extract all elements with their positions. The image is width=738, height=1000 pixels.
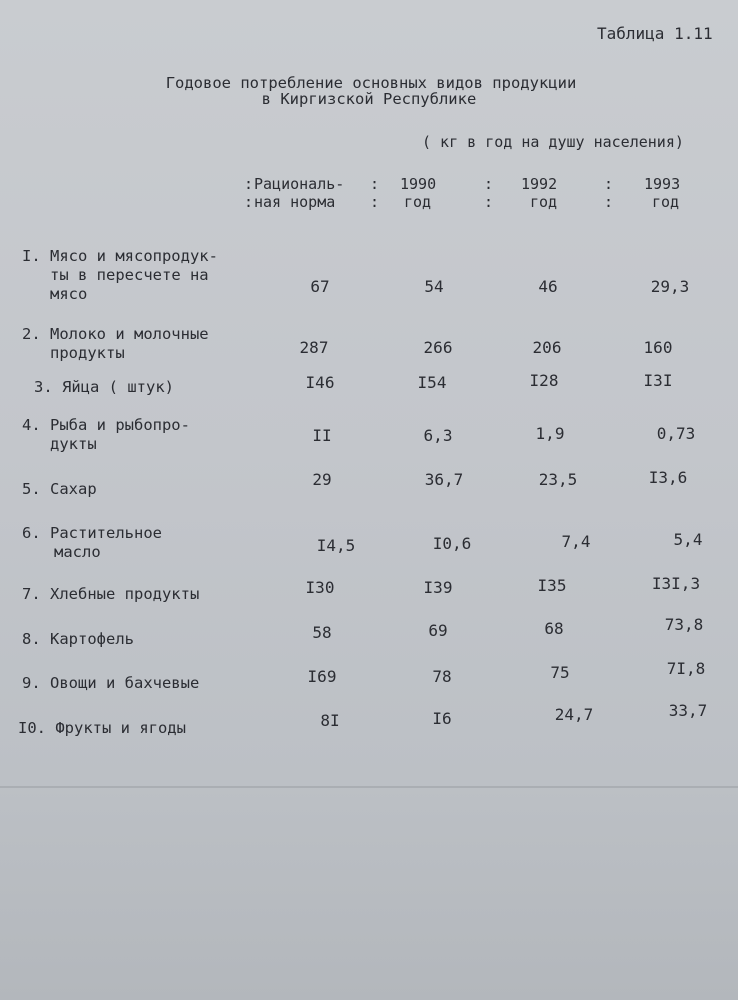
row-label: 9. Овощи и бахчевые bbox=[22, 674, 200, 692]
row-label: 7. Хлебные продукты bbox=[22, 585, 200, 603]
row-label: дукты bbox=[50, 435, 97, 453]
header-separator: : bbox=[370, 175, 380, 193]
cell-value: 206 bbox=[532, 338, 562, 357]
header-separator: : bbox=[370, 193, 380, 211]
col-header-1992-line1: 1992 bbox=[521, 175, 558, 193]
row-label: продукты bbox=[50, 344, 125, 362]
header-separator: : bbox=[244, 175, 254, 193]
cell-value: I69 bbox=[307, 667, 337, 686]
cell-value: I0,6 bbox=[432, 534, 472, 553]
cell-value: I54 bbox=[417, 373, 447, 392]
col-header-1993-line2: год bbox=[652, 193, 680, 211]
row-label: 5. Сахар bbox=[22, 480, 97, 498]
cell-value: 266 bbox=[423, 338, 453, 357]
row-label: 6. Растительное bbox=[22, 524, 162, 542]
cell-value: 1,9 bbox=[535, 424, 565, 443]
cell-value: I46 bbox=[305, 373, 335, 392]
cell-value: 6,3 bbox=[423, 426, 453, 445]
cell-value: 36,7 bbox=[424, 470, 464, 489]
row-label: 3. Яйца ( штук) bbox=[34, 378, 174, 396]
row-label: I. Мясо и мясопродук- bbox=[22, 247, 218, 265]
cell-value: 54 bbox=[424, 277, 444, 296]
cell-value: 8I bbox=[320, 711, 340, 730]
cell-value: 33,7 bbox=[668, 701, 708, 720]
cell-value: 29 bbox=[312, 470, 332, 489]
cell-value: 78 bbox=[432, 667, 452, 686]
cell-value: I3I bbox=[643, 371, 673, 390]
cell-value: 46 bbox=[538, 277, 558, 296]
col-header-1990-line2: год bbox=[404, 193, 432, 211]
page-fold-line bbox=[0, 786, 738, 788]
table-title-line2: в Киргизской Республике bbox=[261, 90, 477, 108]
row-label: масло bbox=[54, 543, 101, 561]
cell-value: 58 bbox=[312, 623, 332, 642]
cell-value: I3,6 bbox=[648, 468, 688, 487]
units-note: ( кг в год на душу населения) bbox=[422, 133, 684, 151]
row-label: I0. Фрукты и ягоды bbox=[18, 719, 186, 737]
header-separator: : bbox=[604, 193, 614, 211]
cell-value: 23,5 bbox=[538, 470, 578, 489]
cell-value: I6 bbox=[432, 709, 452, 728]
cell-value: 287 bbox=[299, 338, 329, 357]
cell-value: I28 bbox=[529, 371, 559, 390]
cell-value: 73,8 bbox=[664, 615, 704, 634]
cell-value: 29,3 bbox=[650, 277, 690, 296]
cell-value: I3I,3 bbox=[651, 574, 701, 593]
cell-value: 0,73 bbox=[656, 424, 696, 443]
cell-value: 68 bbox=[544, 619, 564, 638]
col-header-norm-line1: Рациональ- bbox=[254, 175, 345, 193]
cell-value: 67 bbox=[310, 277, 330, 296]
row-label: мясо bbox=[50, 285, 88, 303]
table-number: Таблица 1.11 bbox=[597, 24, 713, 43]
row-label: 4. Рыба и рыбопро- bbox=[22, 416, 190, 434]
cell-value: 7,4 bbox=[561, 532, 591, 551]
cell-value: 160 bbox=[643, 338, 673, 357]
cell-value: I35 bbox=[537, 576, 567, 595]
col-header-norm-line2: ная норма bbox=[254, 193, 336, 211]
header-separator: : bbox=[484, 193, 494, 211]
header-separator: : bbox=[604, 175, 614, 193]
row-label: 8. Картофель bbox=[22, 630, 134, 648]
cell-value: 75 bbox=[550, 663, 570, 682]
cell-value: 7I,8 bbox=[666, 659, 706, 678]
row-label: 2. Молоко и молочные bbox=[22, 325, 209, 343]
col-header-1990-line1: 1990 bbox=[400, 175, 437, 193]
header-separator: : bbox=[244, 193, 254, 211]
cell-value: I39 bbox=[423, 578, 453, 597]
cell-value: 5,4 bbox=[673, 530, 703, 549]
cell-value: II bbox=[312, 426, 332, 445]
col-header-1992-line2: год bbox=[530, 193, 558, 211]
cell-value: 24,7 bbox=[554, 705, 594, 724]
row-label: ты в пересчете на bbox=[50, 266, 209, 284]
col-header-1993-line1: 1993 bbox=[644, 175, 681, 193]
cell-value: I30 bbox=[305, 578, 335, 597]
cell-value: 69 bbox=[428, 621, 448, 640]
cell-value: I4,5 bbox=[316, 536, 356, 555]
table-title-line1: Годовое потребление основных видов продукции bbox=[165, 74, 577, 92]
header-separator: : bbox=[484, 175, 494, 193]
